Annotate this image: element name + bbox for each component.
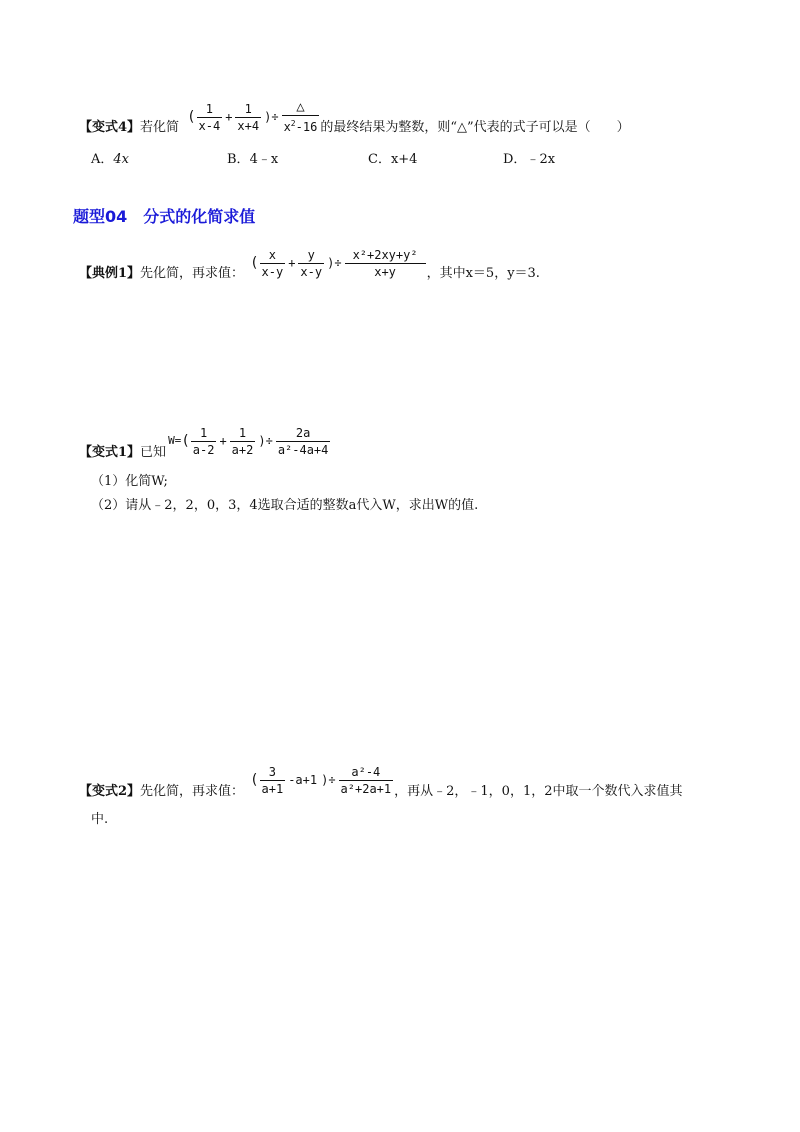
left-paren: (: [250, 772, 259, 788]
left-paren: (: [250, 255, 259, 271]
fraction: $\frac{1}{x-4}$: [198, 101, 221, 133]
variant4-line: [79, 92, 630, 142]
divide-sign: )÷: [264, 110, 279, 124]
option-c: C．x+4: [368, 152, 418, 167]
fraction: $\frac{\text{x²+2xy+y²}}{x+y}$: [345, 248, 426, 279]
fraction: $\frac{1}{x+4}$: [237, 101, 260, 133]
example1-tag: 【典例1】: [79, 266, 141, 281]
w-label: W=: [168, 434, 182, 447]
variant2-line: [79, 756, 682, 804]
plus-sign: +: [288, 256, 296, 270]
variant2-tail-continued: 中.: [91, 812, 109, 827]
variant4-lead: 若化简: [140, 120, 180, 135]
variant2-formula: [250, 765, 394, 796]
variant4-tag: 【变式4】: [79, 120, 141, 135]
variant1-tag: 【变式1】: [79, 445, 141, 460]
plus-sign: +: [219, 434, 227, 448]
example1-tail: ，其中x＝5，y＝3.: [426, 266, 540, 281]
minus-term: -a+1: [288, 773, 318, 787]
variant4-formula: [187, 100, 320, 134]
variant2-lead: 先化简，再求值：: [140, 784, 245, 799]
fraction: $\frac{1}{a-2}$: [192, 425, 215, 457]
variant1-line: [79, 418, 331, 464]
fraction: $\frac{2a}{\text{a²-4a+4}}$: [277, 425, 329, 457]
divide-sign: )÷: [321, 773, 336, 787]
divide-sign: )÷: [327, 256, 342, 270]
section-title: 题型04 分式的化简求值: [73, 207, 256, 226]
fraction: $\frac{\triangle}{x^2-16}$: [283, 99, 318, 134]
example1-line: [79, 238, 540, 288]
left-paren: (: [187, 109, 196, 125]
fraction: $\frac{3}{a+1}$: [261, 764, 284, 796]
variant1-question1: （1）化简W;: [91, 474, 168, 489]
variant2-tag: 【变式2】: [79, 784, 141, 799]
variant2-tail: ，再从﹣2，﹣1，0，1，2中取一个数代入求值其: [394, 784, 683, 799]
option-b: B．4﹣x: [227, 152, 279, 167]
fraction: $\frac{x}{x-y}$: [261, 247, 284, 279]
plus-sign: +: [225, 110, 233, 124]
option-a: A．4x: [91, 152, 129, 167]
example1-formula: [250, 248, 427, 279]
example1-lead: 先化简，再求值：: [140, 266, 245, 281]
left-paren: (: [181, 433, 190, 449]
variant1-lead: 已知: [140, 445, 167, 460]
variant1-question2: （2）请从﹣2，2，0，3，4选取合适的整数a代入W，求出W的值.: [91, 498, 479, 513]
fraction: $\frac{1}{a+2}$: [231, 425, 254, 457]
divide-sign: )÷: [258, 434, 273, 448]
variant4-tail: 的最终结果为整数，则“△”代表的式子可以是（ ）: [320, 120, 630, 135]
fraction: $\frac{y}{x-y}$: [300, 247, 323, 279]
variant1-formula: [168, 426, 331, 457]
option-d: D．﹣2x: [503, 152, 556, 167]
fraction: $\frac{\text{a²-4}}{\text{a²+2a+1}}$: [340, 764, 392, 796]
